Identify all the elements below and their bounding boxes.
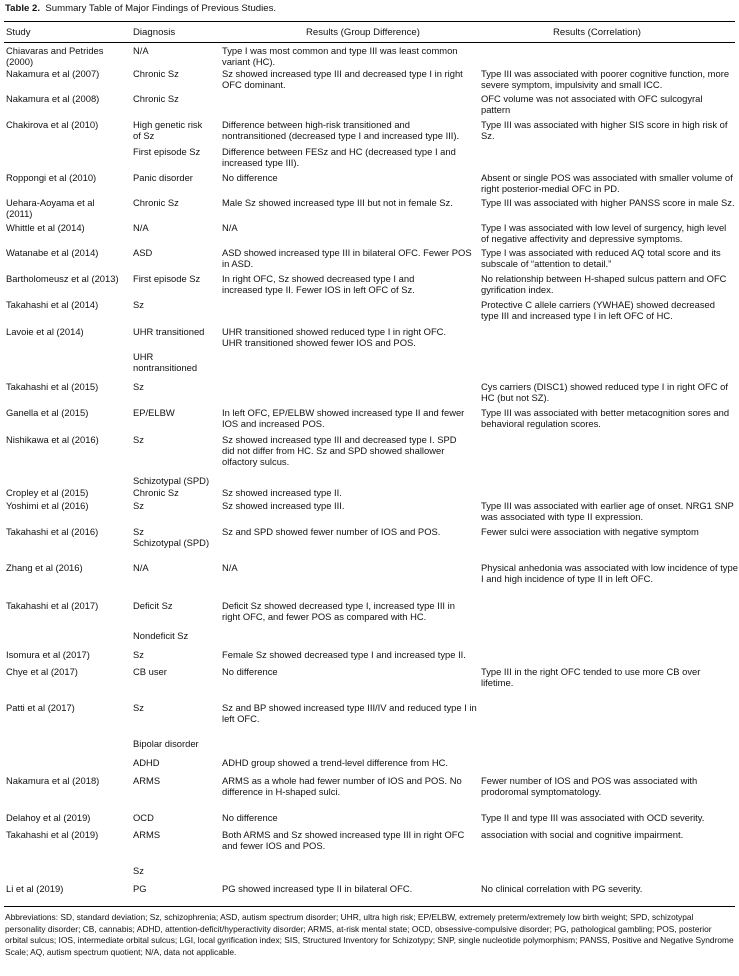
cell-line: In left OFC, EP/ELBW showed increased type II and fewer <box>222 407 465 418</box>
cell-diagnosis <box>133 500 223 511</box>
cell-line: Schizotypal (SPD) <box>133 475 210 486</box>
cell-group-difference <box>222 146 474 168</box>
cell-line: behavioral regulation scores. <box>481 418 601 430</box>
cell-line: Sz and BP showed increased type III/IV and reduced type I in <box>222 702 477 713</box>
cell-correlation <box>481 812 734 823</box>
cell-line: Sz <box>133 649 144 660</box>
cell-group-difference <box>222 666 474 677</box>
cell-line: EP/ELBW <box>133 407 175 418</box>
cell-group-difference <box>222 68 474 90</box>
cell-line: lifetime. <box>481 677 514 689</box>
cell-line: Sz showed increased type II. <box>222 487 342 498</box>
cell-line: of negative affectivity and depressive symptoms. <box>481 233 683 245</box>
cell-correlation <box>481 222 734 244</box>
cell-correlation <box>481 883 734 894</box>
cell-line: Delahoy et al (2019) <box>6 812 91 823</box>
cell-line: Chronic Sz <box>133 197 179 208</box>
cell-line: PG <box>133 883 147 894</box>
cell-line: Sz <box>133 299 144 310</box>
cell-line: Lavoie et al (2014) <box>6 326 84 337</box>
cell-line: UHR transitioned <box>133 326 205 337</box>
cell-line: Sz <box>133 500 144 511</box>
cell-line: Male Sz showed increased type III but not in female Sz. <box>222 197 453 208</box>
cell-correlation <box>481 172 734 194</box>
cell-diagnosis <box>133 434 223 445</box>
cell-study <box>6 500 126 511</box>
cell-line: No difference <box>222 666 278 677</box>
cell-line: CB user <box>133 666 167 677</box>
cell-line: Takahashi et al (2016) <box>6 526 99 537</box>
cell-line: No difference <box>222 172 278 183</box>
cell-study <box>6 829 126 840</box>
cell-line: Sz <box>133 381 144 392</box>
cell-line: Bartholomeusz et al (2013) <box>6 273 119 284</box>
cell-group-difference <box>222 562 474 573</box>
cell-group-difference <box>222 119 474 141</box>
cell-line: Takahashi et al (2017) <box>6 600 99 611</box>
cell-study <box>6 526 126 537</box>
cell-group-difference <box>222 407 474 429</box>
cell-line: Type III was associated with poorer cognitive function, more <box>481 68 730 79</box>
cell-line: Nakamura et al (2007) <box>6 68 100 79</box>
cell-line: Nakamura et al (2008) <box>6 93 100 104</box>
cell-study <box>6 812 126 823</box>
cell-line: Takahashi et al (2019) <box>6 829 99 840</box>
cell-line: Type III was associated with higher PANSS score in male Sz. <box>481 197 735 208</box>
cell-line: Difference between FESz and HC (decreased type I and <box>222 146 456 157</box>
cell-line: Sz. <box>481 130 495 142</box>
cell-line: Deficit Sz <box>133 600 173 611</box>
cell-line: Chronic Sz <box>133 68 179 79</box>
cell-diagnosis <box>133 68 223 79</box>
cell-line: Takahashi et al (2014) <box>6 299 99 310</box>
cell-line: OCD <box>133 812 154 823</box>
cell-study <box>6 222 126 233</box>
cell-line: Fewer sulci were association with negative symptom <box>481 526 699 537</box>
cell-group-difference <box>222 649 474 660</box>
cell-study <box>6 197 126 219</box>
cell-diagnosis <box>133 475 223 486</box>
cell-diagnosis <box>133 45 223 56</box>
cell-study <box>6 93 126 104</box>
cell-line: N/A <box>133 222 149 233</box>
cell-line: N/A <box>133 562 149 573</box>
cell-line: Both ARMS and Sz showed increased type III in right OFC <box>222 829 465 840</box>
header-correlation: Results (Correlation) <box>553 27 641 38</box>
cell-correlation <box>481 197 734 208</box>
cell-line: Type III was associated with higher SIS score in high risk of <box>481 119 728 130</box>
cell-line: No clinical correlation with PG severity. <box>481 883 643 894</box>
cell-line: Whittle et al (2014) <box>6 222 85 233</box>
cell-study <box>6 666 126 677</box>
cell-study <box>6 172 126 183</box>
bottom-rule <box>4 906 735 907</box>
cell-line: First episode Sz <box>133 146 201 157</box>
table-footnote: Abbreviations: SD, standard deviation; Sz, schizophrenia; ASD, autism spectrum disorder; UHR, ultra high risk; EP/ELBW, extremely preterm/extremely low birth weight; SPD, schizotypal personality disorder; CB, cannabis; ADHD, attention-deficit/hyperactivity disorder; ARMS, at-risk mental state; OCD, obsessive-compulsive disorder; PG, pathological gambling; POS, posterior orbital sulcus; IOS, intermediate orbital sulcus; LGI, local gyrification index; SIS, Structured Inventory for Schizotypy; SNP, single nucleotide polymorphism; PANSS, Positive and Negative Syndrome Scale; AQ, autism spectrum quotient; N/A, data not applicable. <box>5 912 734 957</box>
cell-diagnosis <box>133 702 223 713</box>
cell-line: Isomura et al (2017) <box>6 649 90 660</box>
cell-group-difference <box>222 273 474 295</box>
cell-line: Chiavaras and Petrides <box>6 45 104 56</box>
cell-line: in ASD. <box>222 258 254 270</box>
cell-study <box>6 45 126 67</box>
cell-correlation <box>481 500 734 522</box>
cell-study <box>6 407 126 418</box>
cell-correlation <box>481 407 734 429</box>
cell-line: OFC dominant. <box>222 79 286 91</box>
cell-group-difference <box>222 487 474 498</box>
cell-line: N/A <box>222 222 238 233</box>
cell-study <box>6 247 126 258</box>
cell-line: ADHD <box>133 757 160 768</box>
cell-line: Type III in the right OFC tended to use more CB over <box>481 666 701 677</box>
cell-correlation <box>481 299 734 321</box>
cell-diagnosis <box>133 326 223 337</box>
cell-line: of Sz <box>133 130 155 142</box>
cell-diagnosis <box>133 222 223 233</box>
cell-correlation <box>481 381 734 403</box>
cell-line: Sz showed increased type III and decreased type I in right <box>222 68 463 79</box>
cell-line: Chronic Sz <box>133 93 179 104</box>
cell-group-difference <box>222 197 474 208</box>
table-label: Table 2. <box>5 3 41 14</box>
cell-correlation <box>481 93 734 115</box>
cell-line: Takahashi et al (2015) <box>6 381 99 392</box>
cell-diagnosis <box>133 407 223 418</box>
cell-line: Type III was associated with better metacognition sores and <box>481 407 730 418</box>
cell-line: UHR transitioned showed reduced type I in right OFC. <box>222 326 447 337</box>
cell-line: ARMS <box>133 829 161 840</box>
cell-correlation <box>481 666 734 688</box>
cell-line: Physical anhedonia was associated with low incidence of type <box>481 562 738 573</box>
cell-line: ARMS <box>133 775 161 786</box>
cell-line: Patti et al (2017) <box>6 702 75 713</box>
cell-diagnosis <box>133 600 223 611</box>
cell-correlation <box>481 119 734 141</box>
cell-study <box>6 702 126 713</box>
cell-line: HC (but not SZ). <box>481 392 550 404</box>
header-diagnosis: Diagnosis <box>133 27 176 38</box>
cell-diagnosis <box>133 146 223 157</box>
cell-line: Difference between high-risk transitioned and <box>222 119 410 130</box>
cell-study <box>6 326 126 337</box>
cell-study <box>6 600 126 611</box>
cell-group-difference <box>222 883 474 894</box>
cell-line: Type II and type III was associated with OCD severity. <box>481 812 705 823</box>
cell-diagnosis <box>133 526 223 548</box>
cell-diagnosis <box>133 829 223 840</box>
cell-study <box>6 119 126 130</box>
cell-correlation <box>481 562 738 585</box>
cell-line: Uehara-Aoyama et al <box>6 197 95 208</box>
cell-line: Schizotypal (SPD) <box>133 537 210 549</box>
cell-correlation <box>481 775 734 797</box>
cell-diagnosis <box>133 197 223 208</box>
cell-group-difference <box>222 172 474 183</box>
cell-correlation <box>481 68 734 90</box>
cell-correlation <box>481 273 734 295</box>
cell-diagnosis <box>133 172 223 183</box>
cell-line: Female Sz showed decreased type I and increased type II. <box>222 649 466 660</box>
cell-diagnosis <box>133 666 223 677</box>
cell-line: increased type III). <box>222 157 300 169</box>
cell-line: Bipolar disorder <box>133 738 199 749</box>
cell-line: PG showed increased type II in bilateral OFC. <box>222 883 413 894</box>
cell-line: type III and increased type I in left OFC of HC. <box>481 310 673 322</box>
cell-line: Sz <box>133 526 144 537</box>
cell-diagnosis <box>133 649 223 660</box>
cell-diagnosis <box>133 757 223 768</box>
cell-group-difference <box>222 45 474 67</box>
cell-line: prodoromal symptomatology. <box>481 786 602 798</box>
cell-line: right OFC, and fewer POS as compared with HC. <box>222 611 427 623</box>
cell-group-difference <box>222 829 474 851</box>
cell-correlation <box>481 829 734 840</box>
cell-group-difference <box>222 326 474 348</box>
cell-line: Absent or single POS was associated with smaller volume of <box>481 172 733 183</box>
cell-study <box>6 883 126 894</box>
cell-line: OFC volume was not associated with OFC sulcogyral <box>481 93 703 104</box>
table-title: Summary Table of Major Findings of Previous Studies. <box>45 3 277 14</box>
cell-study <box>6 487 126 498</box>
cell-line: UHR <box>133 351 154 362</box>
cell-line: difference in H-shaped sulci. <box>222 786 341 798</box>
cell-line: Deficit Sz showed decreased type I, increased type III in <box>222 600 455 611</box>
cell-line: and fewer IOS and POS. <box>222 840 326 852</box>
cell-line: IOS and increased POS. <box>222 418 325 430</box>
cell-line: ASD showed increased type III in bilateral OFC. Fewer POS <box>222 247 472 258</box>
cell-diagnosis <box>133 247 223 258</box>
cell-diagnosis <box>133 630 223 641</box>
cell-line: Roppongi et al (2010) <box>6 172 97 183</box>
cell-study <box>6 381 126 392</box>
cell-line: Chakirova et al (2010) <box>6 119 99 130</box>
cell-line: Sz showed increased type III and decreased type I. SPD <box>222 434 457 445</box>
cell-line: No difference <box>222 812 278 823</box>
cell-group-difference <box>222 222 474 233</box>
cell-diagnosis <box>133 775 223 786</box>
cell-study <box>6 434 126 445</box>
cell-group-difference <box>222 247 474 269</box>
cell-group-difference <box>222 775 474 797</box>
cell-study <box>6 299 126 310</box>
cell-line: ADHD group showed a trend-level difference from HC. <box>222 757 448 768</box>
cell-diagnosis <box>133 812 223 823</box>
cell-line: Panic disorder <box>133 172 193 183</box>
cell-line: right posterior-medial OFC in PD. <box>481 183 620 195</box>
cell-line: Watanabe et al (2014) <box>6 247 99 258</box>
cell-diagnosis <box>133 865 223 876</box>
cell-line: Nakamura et al (2018) <box>6 775 100 786</box>
cell-line: nontransitioned <box>133 362 198 374</box>
cell-line: UHR transitioned showed fewer IOS and POS. <box>222 337 416 349</box>
cell-diagnosis <box>133 562 223 573</box>
cell-line: Type III was associated with earlier age of onset. NRG1 SNP <box>481 500 734 511</box>
cell-line: subscale of “attention to detail.” <box>481 258 612 270</box>
cell-study <box>6 273 126 284</box>
cell-line: Sz <box>133 702 144 713</box>
cell-group-difference <box>222 600 474 622</box>
cell-group-difference <box>222 812 474 823</box>
cell-line: Type I was associated with low level of surgency, high level <box>481 222 727 233</box>
cell-diagnosis <box>133 351 223 373</box>
cell-line: N/A <box>133 45 149 56</box>
cell-line: Type I was associated with reduced AQ total score and its <box>481 247 721 258</box>
cell-group-difference <box>222 757 474 768</box>
cell-line: severe symptom, impulsivity and small ICC. <box>481 79 663 91</box>
cell-line: High genetic risk <box>133 119 203 130</box>
cell-diagnosis <box>133 119 223 141</box>
cell-study <box>6 562 126 573</box>
cell-study <box>6 649 126 660</box>
cell-line: increased type II. Fewer IOS in left OFC of Sz. <box>222 284 415 296</box>
cell-line: I and high incidence of type II in left OFC. <box>481 573 653 585</box>
cell-line: Sz showed increased type III. <box>222 500 345 511</box>
cell-line: Li et al (2019) <box>6 883 64 894</box>
cell-line: Protective C allele carriers (YWHAE) showed decreased <box>481 299 715 310</box>
cell-line: (2000) <box>6 56 34 68</box>
cell-line: Fewer number of IOS and POS was associated with <box>481 775 698 786</box>
cell-line: Sz and SPD showed fewer number of IOS and POS. <box>222 526 441 537</box>
cell-diagnosis <box>133 273 223 284</box>
cell-line: gyrification index. <box>481 284 554 296</box>
cell-diagnosis <box>133 883 223 894</box>
cell-line: No relationship between H-shaped sulcus pattern and OFC <box>481 273 727 284</box>
cell-line: Nondeficit Sz <box>133 630 189 641</box>
cell-diagnosis <box>133 738 223 749</box>
cell-line: Sz <box>133 865 144 876</box>
cell-line: nontransitioned (decreased type I and increased type III). <box>222 130 460 142</box>
cell-correlation <box>481 247 734 269</box>
cell-group-difference <box>222 500 474 511</box>
cell-line: First episode Sz <box>133 273 201 284</box>
cell-group-difference <box>222 434 474 468</box>
cell-line: ASD <box>133 247 153 258</box>
cell-correlation <box>481 526 734 537</box>
cell-study <box>6 775 126 786</box>
cell-line: olfactory sulcus. <box>222 456 290 468</box>
cell-line: variant (HC). <box>222 56 276 68</box>
cell-line: Nishikawa et al (2016) <box>6 434 99 445</box>
cell-line: In right OFC, Sz showed decreased type I and <box>222 273 415 284</box>
cell-diagnosis <box>133 487 223 498</box>
header-group-difference: Results (Group Difference) <box>306 27 420 38</box>
cell-line: Type I was most common and type III was least common <box>222 45 458 56</box>
cell-line: Ganella et al (2015) <box>6 407 89 418</box>
cell-line: was associated with type II expression. <box>481 511 644 523</box>
cell-study <box>6 68 126 79</box>
cell-diagnosis <box>133 93 223 104</box>
cell-diagnosis <box>133 381 223 392</box>
cell-line: Cropley et al (2015) <box>6 487 89 498</box>
cell-line: N/A <box>222 562 238 573</box>
cell-line: Sz <box>133 434 144 445</box>
cell-line: did not differ from HC. Sz and SPD showed shallower <box>222 445 445 457</box>
cell-line: Cys carriers (DISC1) showed reduced type I in right OFC of <box>481 381 728 392</box>
cell-line: association with social and cognitive impairment. <box>481 829 684 840</box>
cell-line: left OFC. <box>222 713 260 725</box>
cell-group-difference <box>222 526 474 537</box>
header-study: Study <box>6 27 31 38</box>
cell-line: Yoshimi et al (2016) <box>6 500 89 511</box>
cell-line: Chronic Sz <box>133 487 179 498</box>
cell-line: Chye et al (2017) <box>6 666 78 677</box>
cell-line: Zhang et al (2016) <box>6 562 83 573</box>
cell-line: (2011) <box>6 208 33 220</box>
cell-diagnosis <box>133 299 223 310</box>
cell-line: pattern <box>481 104 511 116</box>
cell-line: ARMS as a whole had fewer number of IOS and POS. No <box>222 775 462 786</box>
cell-group-difference <box>222 702 477 725</box>
